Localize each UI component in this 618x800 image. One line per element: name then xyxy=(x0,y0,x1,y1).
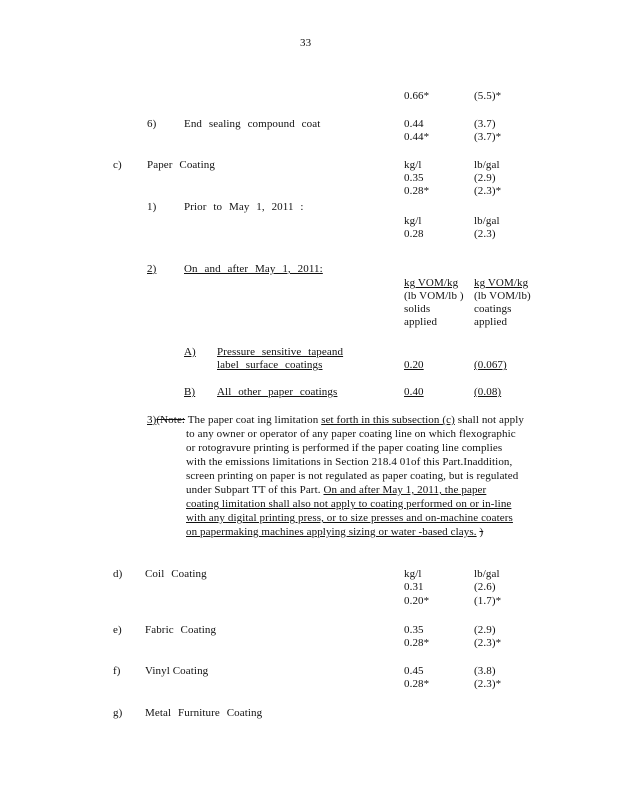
item-label: On and after May 1, 2011: xyxy=(184,263,323,275)
struck-paren: ) xyxy=(479,526,484,538)
item-label: End sealing compound coat xyxy=(184,118,321,130)
value-lbgal: (3.7) xyxy=(474,118,496,130)
value-kgl: 0.66* xyxy=(404,90,430,102)
column-header: applied xyxy=(404,316,438,328)
column-header: (lb VOM/lb) xyxy=(474,290,531,302)
value-lbgal: (2.3)* xyxy=(474,678,502,690)
inserted-text: on papermaking machines applying sizing or water -based clays. xyxy=(186,526,477,538)
column-header: applied xyxy=(474,316,508,328)
value-lbgal: (2.6) xyxy=(474,581,496,593)
note-paragraph-line xyxy=(186,483,486,497)
note-text: screen printing on paper is not regulated as paper coating, but is regulated xyxy=(186,470,519,482)
value-kgl: 0.28 xyxy=(404,228,424,240)
item-number: 6) xyxy=(147,118,157,130)
section-label: Vinyl Coating xyxy=(145,665,209,677)
value-kgl: 0.31 xyxy=(404,581,424,593)
section-label: Paper Coating xyxy=(147,159,215,171)
note-text: under Subpart TT of this Part. xyxy=(186,484,321,496)
value-kgl: 0.35 xyxy=(404,172,424,184)
value-kgl: 0.28* xyxy=(404,678,430,690)
note-text: to any owner or operator of any paper coating line on which flexographic xyxy=(186,428,516,440)
value-kgl: 0.28* xyxy=(404,637,430,649)
column-header: kg VOM/kg xyxy=(474,277,529,289)
value-lbgal: (3.7)* xyxy=(474,131,502,143)
inserted-text: coating limitation shall also not apply to coating performed on or in-line xyxy=(186,498,512,510)
value-kgl: 0.20 xyxy=(404,359,424,371)
note-text: shall not apply xyxy=(457,414,524,426)
unit-header: kg/l xyxy=(404,568,422,580)
item-number: 2) xyxy=(147,263,157,275)
column-header: kg VOM/kg xyxy=(404,277,459,289)
note-paragraph-line xyxy=(186,525,483,539)
note-text: or rotogravure printing is performed if the paper coating line complies xyxy=(186,442,503,454)
unit-header: lb/gal xyxy=(474,159,500,171)
note-text: with the emissions limitations in Section 218.4 01of this Part.Inaddition, xyxy=(186,456,513,468)
column-header: solids xyxy=(404,303,431,315)
unit-header: lb/gal xyxy=(474,215,500,227)
note-text: The paper coat ing limitation xyxy=(187,414,319,426)
inserted-text: with any digital printing press, or to size presses and on-machine coaters xyxy=(186,512,513,524)
value-lbgal: (2.9) xyxy=(474,172,496,184)
value-lbgal: (2.3) xyxy=(474,228,496,240)
value-lbgal: (3.8) xyxy=(474,665,496,677)
inserted-text: set forth in this subsection (c) xyxy=(321,414,455,426)
value-lbgal: (2.3)* xyxy=(474,637,502,649)
value-lbgal: (2.9) xyxy=(474,624,496,636)
subitem-label: label surface coatings xyxy=(217,359,323,371)
subitem-label: All other paper coatings xyxy=(217,386,338,398)
section-letter: e) xyxy=(113,624,122,636)
subitem-label: Pressure sensitive tapeand xyxy=(217,346,344,358)
page-number: 33 xyxy=(300,37,312,49)
inserted-text: On and after May 1, 2011, the paper xyxy=(323,484,487,496)
note-paragraph-line xyxy=(147,413,524,427)
section-label: Coil Coating xyxy=(145,568,207,580)
struck-note-label: (Note: xyxy=(156,414,186,426)
value-kgl: 0.35 xyxy=(404,624,424,636)
item-number: 3) xyxy=(147,414,157,426)
unit-header: kg/l xyxy=(404,215,422,227)
value-kgl: 0.44 xyxy=(404,118,424,130)
value-kgl: 0.20* xyxy=(404,595,430,607)
column-header: coatings xyxy=(474,303,512,315)
value-kgl: 0.40 xyxy=(404,386,424,398)
value-kgl: 0.44* xyxy=(404,131,430,143)
value-lbgal: (0.08) xyxy=(474,386,502,398)
subitem-letter: B) xyxy=(184,386,196,398)
section-label: Fabric Coating xyxy=(145,624,217,636)
item-label: Prior to May 1, 2011 : xyxy=(184,201,304,213)
unit-header: kg/l xyxy=(404,159,422,171)
value-lbgal: (5.5)* xyxy=(474,90,502,102)
section-letter: d) xyxy=(113,568,123,580)
value-lbgal: (1.7)* xyxy=(474,595,502,607)
section-letter: f) xyxy=(113,665,121,677)
value-kgl: 0.28* xyxy=(404,185,430,197)
value-lbgal: (0.067) xyxy=(474,359,507,371)
section-label: Metal Furniture Coating xyxy=(145,707,263,719)
value-lbgal: (2.3)* xyxy=(474,185,502,197)
section-letter: g) xyxy=(113,707,123,719)
value-kgl: 0.45 xyxy=(404,665,424,677)
column-header: (lb VOM/lb ) xyxy=(404,290,464,302)
section-letter: c) xyxy=(113,159,122,171)
item-number: 1) xyxy=(147,201,157,213)
unit-header: lb/gal xyxy=(474,568,500,580)
subitem-letter: A) xyxy=(184,346,196,358)
